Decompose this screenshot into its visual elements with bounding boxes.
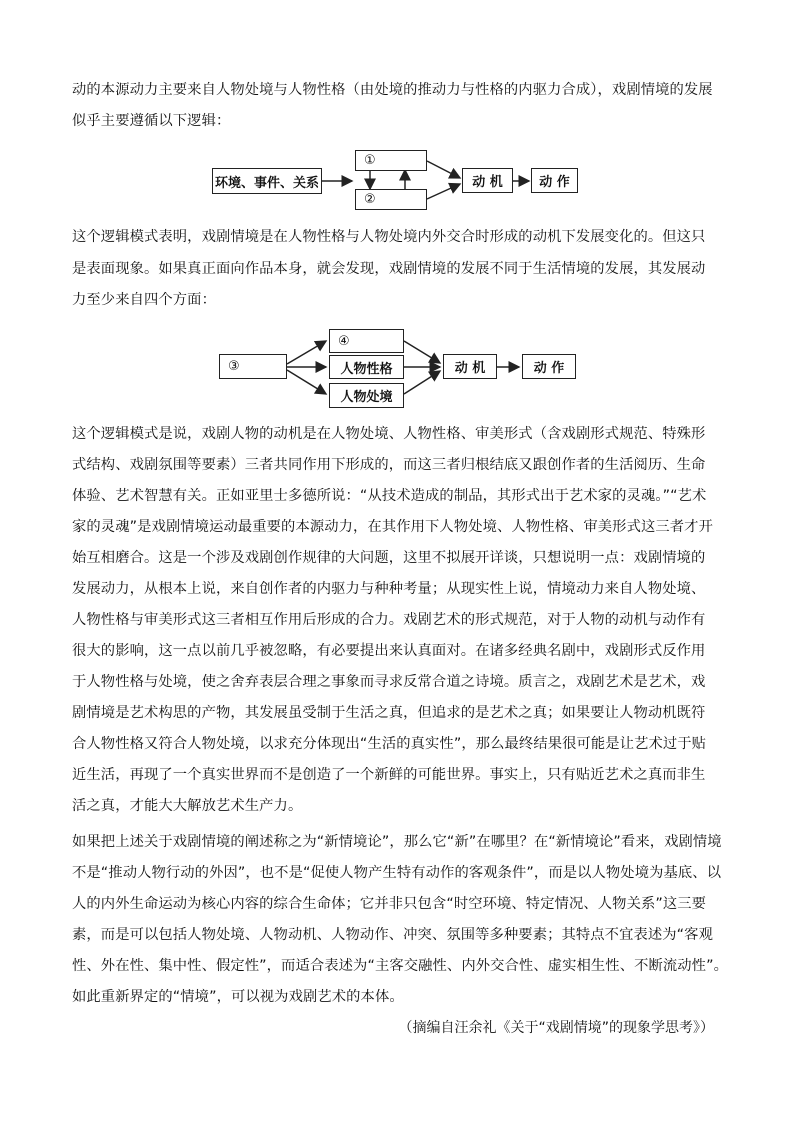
text-line: 力至少来自四个方面： [72, 292, 216, 308]
diagram-1-slot-2: ② [355, 189, 427, 210]
text-line: 发展动力，从根本上说，来自创作者的内驱力与种种考量；从现实性上说，情境动力来自人物处境、 [72, 581, 706, 597]
diagram-1-action-box: 动 作 [531, 168, 578, 193]
source-citation: （摘编自汪余礼《关于“戏剧情境”的现象学思考》） [398, 1020, 714, 1036]
diagram-2-motive-box: 动 机 [443, 354, 497, 379]
diagram-1-slot-1: ① [355, 150, 427, 171]
diagram-2-action-box: 动 作 [522, 354, 576, 379]
text-line: 素，而是可以包括人物处境、人物动机、人物动作、冲突、氛围等多种要素；其特点不宜表述为“客观 [72, 927, 713, 943]
text-line: 体验、艺术智慧有关。正如亚里士多德所说：“从技术造成的制品，其形式出于艺术家的灵魂。”“艺术 [72, 488, 707, 504]
text-line: 这个逻辑模式表明，戏剧情境是在人物性格与人物处境内外交合时形成的动机下发展变化的。但这只 [72, 229, 706, 245]
diagram-1-motive-box: 动 机 [462, 168, 513, 193]
text-line: 家的灵魂”是戏剧情境运动最重要的本源动力，在其作用下人物处境、人物性格、审美形式这三者才开 [72, 519, 713, 535]
text-line: 人物性格与审美形式这三者相互作用后形成的合力。戏剧艺术的形式规范，对于人物的动机与动作有 [72, 612, 706, 628]
text-line: 式结构、戏剧氛围等要素）三者共同作用下形成的，而这三者归根结底又跟创作者的生活阅历、生命 [72, 457, 706, 473]
text-line: 近生活，再现了一个真实世界而不是创造了一个新鲜的可能世界。事实上，只有贴近艺术之真而非生 [72, 767, 706, 783]
text-line: 是表面现象。如果真正面向作品本身，就会发现，戏剧情境的发展不同于生活情境的发展，其发展动 [72, 261, 706, 277]
diagram-2-source-box: ③ [219, 354, 287, 379]
text-line: 很大的影响，这一点以前几乎被忽略，有必要提出来认真面对。在诸多经典名剧中，戏剧形式反作用 [72, 643, 706, 659]
text-line: 动的本源动力主要来自人物处境与人物性格（由处境的推动力与性格的内驱力合成），戏剧情境的发展 [72, 82, 713, 98]
diagram-2-situation-box: 人物处境 [329, 383, 404, 408]
text-line: 不是“推动人物行动的外因”，也不是“促使人物产生特有动作的客观条件”，而是以人物处境为基底、以 [72, 865, 722, 881]
text-line: 似乎主要遵循以下逻辑： [72, 113, 231, 129]
diagram-2-slot-4: ④ [329, 329, 404, 353]
text-line: 剧情境是艺术构思的产物，其发展虽受制于生活之真，但追求的是艺术之真；如果要让人物动机既符 [72, 705, 706, 721]
text-line: 如此重新界定的“情境”，可以视为戏剧艺术的本体。 [72, 989, 404, 1005]
diagram-2-character-box: 人物性格 [329, 355, 404, 379]
text-line: 始互相磨合。这是一个涉及戏剧创作规律的大问题，这里不拟展开详谈，只想说明一点：戏剧情境的 [72, 550, 706, 566]
text-line: 于人物性格与处境，使之舍弃表层合理之事象而寻求反常合道之诗境。质言之，戏剧艺术是艺术，戏 [72, 674, 706, 690]
diagram-1-source-box: 环境、事件、关系 [212, 168, 322, 194]
text-line: 活之真，才能大大解放艺术生产力。 [72, 798, 303, 814]
text-line: 人的内外生命运动为核心内容的综合生命体；它并非只包含“时空环境、特定情况、人物关系”这三要 [72, 896, 707, 912]
text-line: 如果把上述关于戏剧情境的阐述称之为“新情境论”，那么它“新”在哪里？在“新情境论”看来，戏剧情境 [72, 834, 722, 850]
text-line: 性、外在性、集中性、假定性”，而适合表述为“主客交融性、内外交合性、虚实相生性、不断流动性”。 [72, 958, 728, 974]
text-line: 这个逻辑模式是说，戏剧人物的动机是在人物处境、人物性格、审美形式（含戏剧形式规范、特殊形 [72, 426, 706, 442]
text-line: 合人物性格又符合人物处境，以求充分体现出“生活的真实性”，那么最终结果很可能是让艺术过于贴 [72, 736, 707, 752]
